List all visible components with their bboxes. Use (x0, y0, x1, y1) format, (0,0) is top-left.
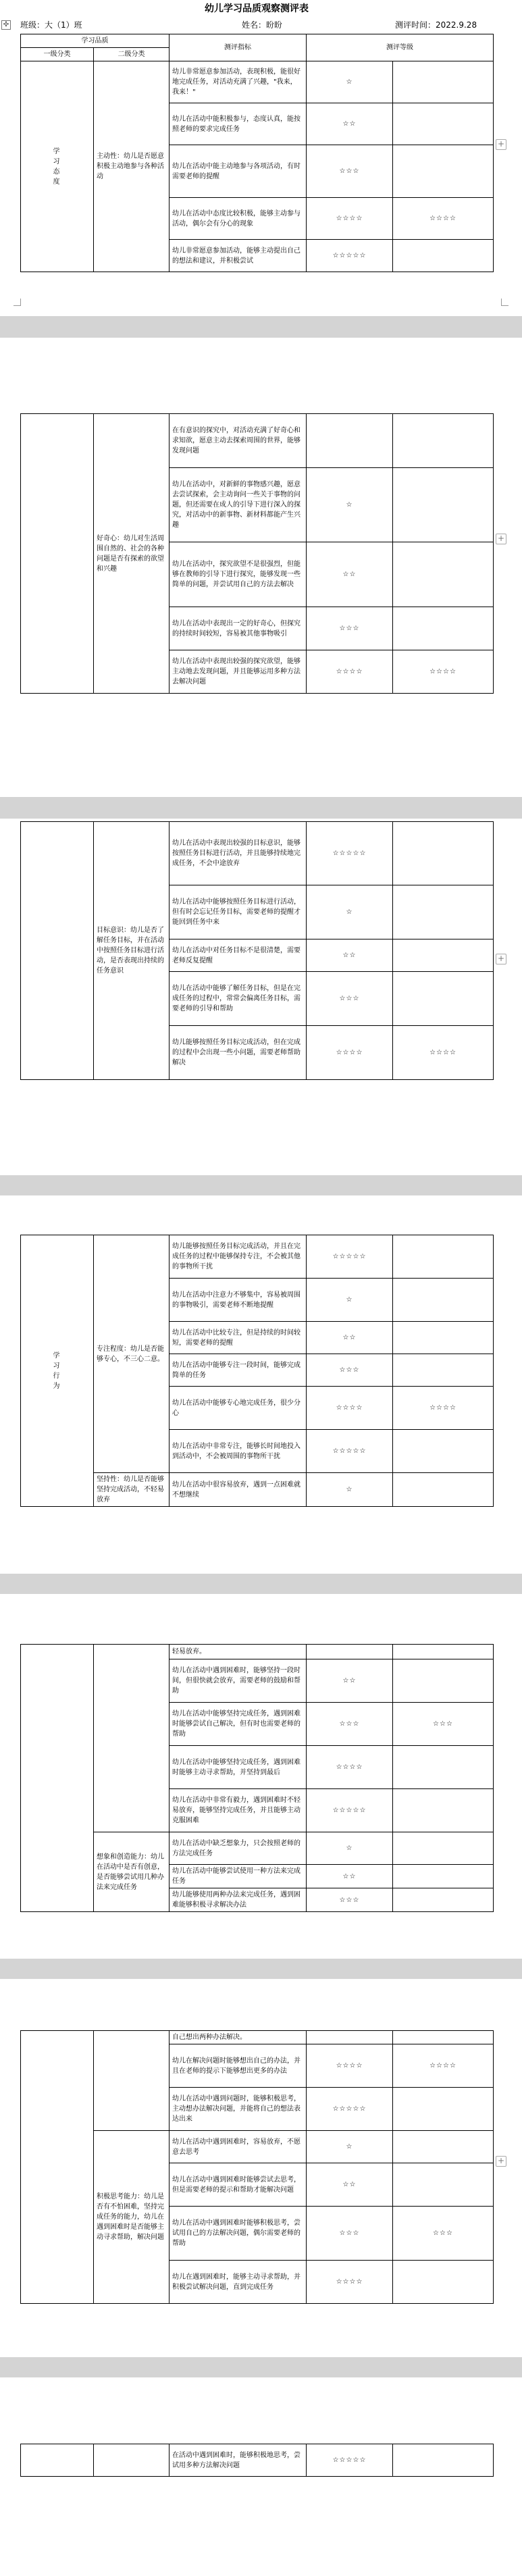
rating-stars-secondary (393, 61, 494, 103)
subcategory-focus: 专注程度：幼儿是否能够专心，不三心二意。 (94, 1235, 169, 1473)
rating-stars-secondary (393, 2163, 494, 2207)
header-group: 学习品质 (21, 34, 169, 48)
category-behavior-cont (21, 2444, 94, 2477)
table-row-desc: 幼儿在活动中态度比较积极，能够主动参与活动，偶尔会有分心的现象 (169, 198, 307, 240)
rating-stars: ☆☆☆☆ (307, 198, 393, 240)
rating-stars-secondary: ☆☆☆☆ (393, 1387, 494, 1430)
rating-stars: ☆ (307, 1279, 393, 1322)
rating-stars: ☆☆☆☆ (307, 1746, 393, 1789)
table-row-desc: 幼儿在活动中遇到困难时，容易放弃，不愿意去思考 (169, 2131, 307, 2163)
rating-stars: ☆☆ (307, 542, 393, 607)
table-row-desc: 幼儿在活动中表现出较强的目标意识，能够按照任务目标进行活动，并且能够持续地完成任务，不会中途放弃 (169, 822, 307, 885)
rating-stars-secondary (393, 1473, 494, 1507)
rating-stars: ☆☆☆ (307, 2207, 393, 2261)
rating-stars: ☆☆ (307, 1865, 393, 1888)
rating-stars-secondary (393, 1430, 494, 1473)
evaluation-table-page-3 (20, 821, 494, 1080)
table-row-desc: 幼儿在活动中非常专注，能够长时间地投入到活动中，不会被周围的事物所干扰 (169, 1430, 307, 1473)
rating-stars-secondary (393, 885, 494, 939)
rating-stars-secondary: ☆☆☆☆ (393, 2044, 494, 2088)
header-level1: 一级分类 (21, 48, 94, 61)
rating-stars-secondary (393, 607, 494, 650)
rating-stars-secondary (393, 1659, 494, 1703)
rating-stars-secondary (393, 2088, 494, 2131)
add-row-button[interactable]: + (496, 139, 506, 150)
class-label: 班级：大（1）班 (20, 20, 82, 30)
subcategory-goal-awareness: 目标意识：幼儿是否了解任务目标，并在活动中按照任务目标进行活动，是否表现出持续的任务意识 (94, 822, 169, 1080)
rating-stars: ☆ (307, 1473, 393, 1507)
subcategory-curiosity: 好奇心：幼儿对生活周围自然的、社会的各种问题是否有探索的欲望和兴趣 (94, 414, 169, 694)
rating-stars: ☆☆☆☆☆ (307, 1789, 393, 1832)
rating-stars-secondary (393, 1888, 494, 1912)
rating-stars: ☆ (307, 61, 393, 103)
table-row-desc: 幼儿在活动中，探究欲望不是很强烈，但能够在教师的引导下进行探究，能够发现一些简单的问题，并尝试用自己的方法去解决 (169, 542, 307, 607)
table-row-desc: 自己想出两种办法解决。 (169, 2031, 307, 2044)
table-row-desc: 幼儿在活动中遇到困难时能够尝试去思考，但是需要老师的提示和帮助才能解决问题 (169, 2163, 307, 2207)
table-row-desc: 幼儿在活动中对任务目标不是很清楚，需要老师反复提醒 (169, 939, 307, 972)
rating-stars: ☆☆☆☆☆ (307, 2088, 393, 2131)
table-row-desc: 幼儿在活动中遇到困难时，能够坚持一段时间，但很快就会放弃，需要老师的鼓励和帮助 (169, 1659, 307, 1703)
table-row-desc: 幼儿在解决问题时能够想出自己的办法，并且在老师的提示下能够想出更多的办法 (169, 2044, 307, 2088)
rating-stars: ☆☆ (307, 103, 393, 145)
table-row-desc: 幼儿在活动中表现出一定的好奇心，但探究的持续时间较短，容易被其他事物吸引 (169, 607, 307, 650)
rating-stars-secondary (393, 103, 494, 145)
rating-stars: ☆ (307, 1832, 393, 1865)
rating-stars-secondary (393, 972, 494, 1026)
rating-stars: ☆☆☆☆ (307, 650, 393, 694)
rating-stars: ☆ (307, 885, 393, 939)
evaluation-table-page-4 (20, 1235, 494, 1507)
table-row-desc: 幼儿非常愿意参加活动，表现积极，能很好地完成任务，对活动充满了兴趣，"我来，我来！" (169, 61, 307, 103)
subcategory-initiative: 主动性：幼儿是否愿意积极主动地参与各种活动 (94, 61, 169, 272)
document-page-4 (0, 1195, 522, 1574)
table-row-desc: 幼儿在活动中非常有毅力，遇到困难时不轻易放弃，能够坚持完成任务，并且能够主动克服困难 (169, 1789, 307, 1832)
rating-stars-secondary (393, 1746, 494, 1789)
rating-stars-secondary (393, 822, 494, 885)
table-row-desc: 幼儿在活动中，对新鲜的事物感兴趣，愿意去尝试探索，会主动询问一些关于事物的问题，但还需要在成人的引导下进行深入的探究，对活动中的新事物、新材料都能产生兴趣 (169, 468, 307, 542)
evaluation-table-page-5 (20, 1644, 494, 1912)
rating-stars-secondary: ☆☆☆☆ (393, 1026, 494, 1080)
document-page-3 (0, 819, 522, 1175)
rating-stars: ☆ (307, 468, 393, 542)
document-page-2 (0, 338, 522, 797)
document-page-1 (0, 0, 522, 316)
table-row-desc: 幼儿在活动中能够按照任务目标进行活动，但有时会忘记任务目标，需要老师的提醒才能回到任务中来 (169, 885, 307, 939)
rating-stars-secondary (393, 2444, 494, 2477)
add-row-button[interactable]: + (496, 954, 506, 964)
rating-stars-secondary (393, 468, 494, 542)
rating-stars: ☆☆☆ (307, 145, 393, 198)
rating-stars-secondary (393, 1645, 494, 1659)
rating-stars (307, 1645, 393, 1659)
category-attitude-cont (21, 414, 94, 694)
table-row-desc: 幼儿在活动中能够了解任务目标，但是在完成任务的过程中，常常会偏离任务目标，需要老师的引导和帮助 (169, 972, 307, 1026)
header-indicator: 测评指标 (169, 34, 307, 61)
rating-stars: ☆☆☆ (307, 1703, 393, 1746)
header-rating: 测评等级 (307, 34, 494, 61)
add-row-button[interactable]: + (496, 534, 506, 544)
rating-stars-secondary (393, 240, 494, 272)
rating-stars: ☆ (307, 2131, 393, 2163)
subcategory-problem-solving: 积极思考能力：幼儿是否有不怕困难，坚持完成任务的能力，幼儿在遇到困难时是否能够主动寻求帮助，解决问题 (94, 2131, 169, 2304)
rating-stars-secondary (393, 1354, 494, 1387)
table-row-desc: 在活动中遇到困难时，能够积极地思考，尝试用多种方法解决问题 (169, 2444, 307, 2477)
header-level2: 二级分类 (94, 48, 169, 61)
rating-stars-secondary: ☆☆☆☆ (393, 198, 494, 240)
table-row-desc: 幼儿在活动中能主动地参与各项活动，有时需要老师的提醒 (169, 145, 307, 198)
table-row-desc: 幼儿非常愿意参加活动，能够主动提出自己的想法和建议，并积极尝试 (169, 240, 307, 272)
table-row-desc: 幼儿在活动中能够专心地完成任务，很少分心 (169, 1387, 307, 1430)
table-row-desc: 幼儿在活动中表现出较强的探究欲望，能够主动地去发现问题，并且能够运用多种方法去解决问题 (169, 650, 307, 694)
subcategory-persistence: 坚持性：幼儿是否能够坚持完成活动，不轻易放弃 (94, 1473, 169, 1507)
rating-stars: ☆☆☆ (307, 972, 393, 1026)
rating-stars-secondary (393, 1832, 494, 1865)
rating-stars: ☆☆☆☆☆ (307, 1430, 393, 1473)
rating-stars-secondary (393, 1789, 494, 1832)
table-row-desc: 轻易放弃。 (169, 1645, 307, 1659)
subcategory-problem-solving-cont (94, 2444, 169, 2477)
page-corner-mark (14, 299, 21, 306)
evaluation-table-page-1 (20, 34, 494, 272)
subcategory-flexibility-cont (94, 2031, 169, 2131)
rating-stars-secondary (393, 2131, 494, 2163)
rating-stars-secondary (393, 2031, 494, 2044)
name-label: 姓名：昐昐 (242, 20, 283, 30)
document-title: 幼儿学习品质观察测评表 (205, 3, 309, 14)
table-row-desc: 幼儿在活动中遇到困难时能够积极思考，尝试用自己的方法解决问题，偶尔需要老师的帮助 (169, 2207, 307, 2261)
add-row-button[interactable]: + (496, 2156, 506, 2167)
rating-stars-secondary (393, 1322, 494, 1354)
rating-stars: ☆☆☆ (307, 1354, 393, 1387)
rating-stars-secondary (393, 939, 494, 972)
rating-stars: ☆☆ (307, 2163, 393, 2207)
rating-stars: ☆☆☆ (307, 1888, 393, 1912)
rating-stars-secondary (393, 1279, 494, 1322)
rating-stars-secondary: ☆☆☆ (393, 1703, 494, 1746)
table-row-desc: 幼儿在活动中缺乏想象力，只会按照老师的方法完成任务 (169, 1832, 307, 1865)
evaluation-table-page-2 (20, 413, 494, 694)
table-row-desc: 幼儿能够使用两种办法来完成任务，遇到困难能够积极寻求解决办法 (169, 1888, 307, 1912)
table-row-desc: 幼儿在遇到困难时，能够主动寻求帮助，并积极尝试解决问题，直到完成任务 (169, 2261, 307, 2304)
move-anchor-icon[interactable]: ✣ (1, 20, 11, 30)
document-page-5 (0, 1594, 522, 1959)
table-row-desc: 幼儿在活动中能够尝试使用一种方法来完成任务 (169, 1865, 307, 1888)
rating-stars: ☆☆ (307, 1659, 393, 1703)
rating-stars: ☆☆☆☆☆ (307, 1235, 393, 1279)
table-row-desc: 幼儿在活动中能够坚持完成任务，遇到困难时能够主动寻求帮助，并坚持到最后 (169, 1746, 307, 1789)
rating-stars-secondary (393, 542, 494, 607)
page-corner-mark (501, 299, 508, 306)
rating-stars: ☆☆ (307, 939, 393, 972)
document-page-6 (0, 1979, 522, 2357)
table-row-desc: 幼儿在活动中能够专注一段时间，能够完成简单的任务 (169, 1354, 307, 1387)
rating-stars: ☆☆☆☆☆ (307, 240, 393, 272)
date-label: 测评时间：2022.9.28 (395, 20, 477, 30)
table-row-desc: 幼儿能够按照任务目标完成活动，并且在完成任务的过程中能够保持专注，不会被其他的事物所干扰 (169, 1235, 307, 1279)
rating-stars: ☆☆ (307, 1322, 393, 1354)
rating-stars: ☆☆☆☆ (307, 1026, 393, 1080)
table-row-desc: 幼儿在活动中注意力不够集中，容易被周围的事物吸引，需要老师不断地提醒 (169, 1279, 307, 1322)
table-row-desc: 幼儿能够按照任务目标完成活动，但在完成的过程中会出现一些小问题，需要老师帮助解决 (169, 1026, 307, 1080)
rating-stars-secondary (393, 2261, 494, 2304)
rating-stars: ☆☆☆☆ (307, 2261, 393, 2304)
table-row-desc: 幼儿在活动中能够坚持完成任务，遇到困难时能够尝试自己解决，但有时也需要老师的帮助 (169, 1703, 307, 1746)
rating-stars (307, 2031, 393, 2044)
rating-stars: ☆☆☆ (307, 607, 393, 650)
category-attitude: 学习态度 (21, 61, 94, 272)
rating-stars-secondary (393, 1865, 494, 1888)
rating-stars: ☆☆☆☆ (307, 1387, 393, 1430)
evaluation-table-page-7 (20, 2444, 494, 2477)
category-behavior-cont (21, 1645, 94, 1912)
subcategory-persistence-cont (94, 1645, 169, 1832)
category-behavior-cont (21, 2031, 94, 2304)
table-row-desc: 在有意识的探究中，对活动充满了好奇心和求知欲，愿意主动去探索周围的世界，能够发现问题 (169, 414, 307, 468)
rating-stars-secondary (393, 145, 494, 198)
rating-stars: ☆☆☆☆☆ (307, 822, 393, 885)
subcategory-flexibility: 想象和创造能力：幼儿在活动中是否有创意，是否能够尝试用几种办法来完成任务 (94, 1832, 169, 1912)
rating-stars-secondary (393, 1235, 494, 1279)
category-behavior: 学习行为 (21, 1235, 94, 1507)
category-attitude-cont (21, 822, 94, 1080)
rating-stars: ☆☆☆☆☆ (307, 2444, 393, 2477)
table-row-desc: 幼儿在活动中比较专注，但是持续的时间较短，需要老师的提醒 (169, 1322, 307, 1354)
rating-stars-secondary: ☆☆☆ (393, 2207, 494, 2261)
document-page-7 (0, 2377, 522, 2576)
rating-stars (307, 414, 393, 468)
rating-stars-secondary (393, 414, 494, 468)
rating-stars-secondary: ☆☆☆☆ (393, 650, 494, 694)
rating-stars: ☆☆☆☆ (307, 2044, 393, 2088)
table-row-desc: 幼儿在活动中很容易放弃，遇到一点困难就不想继续 (169, 1473, 307, 1507)
evaluation-table-page-6 (20, 2030, 494, 2304)
table-row-desc: 幼儿在活动中遇到问题时，能够积极思考，主动想办法解决问题，并能将自己的想法表达出来 (169, 2088, 307, 2131)
table-row-desc: 幼儿在活动中能积极参与，态度认真，能按照老师的要求完成任务 (169, 103, 307, 145)
